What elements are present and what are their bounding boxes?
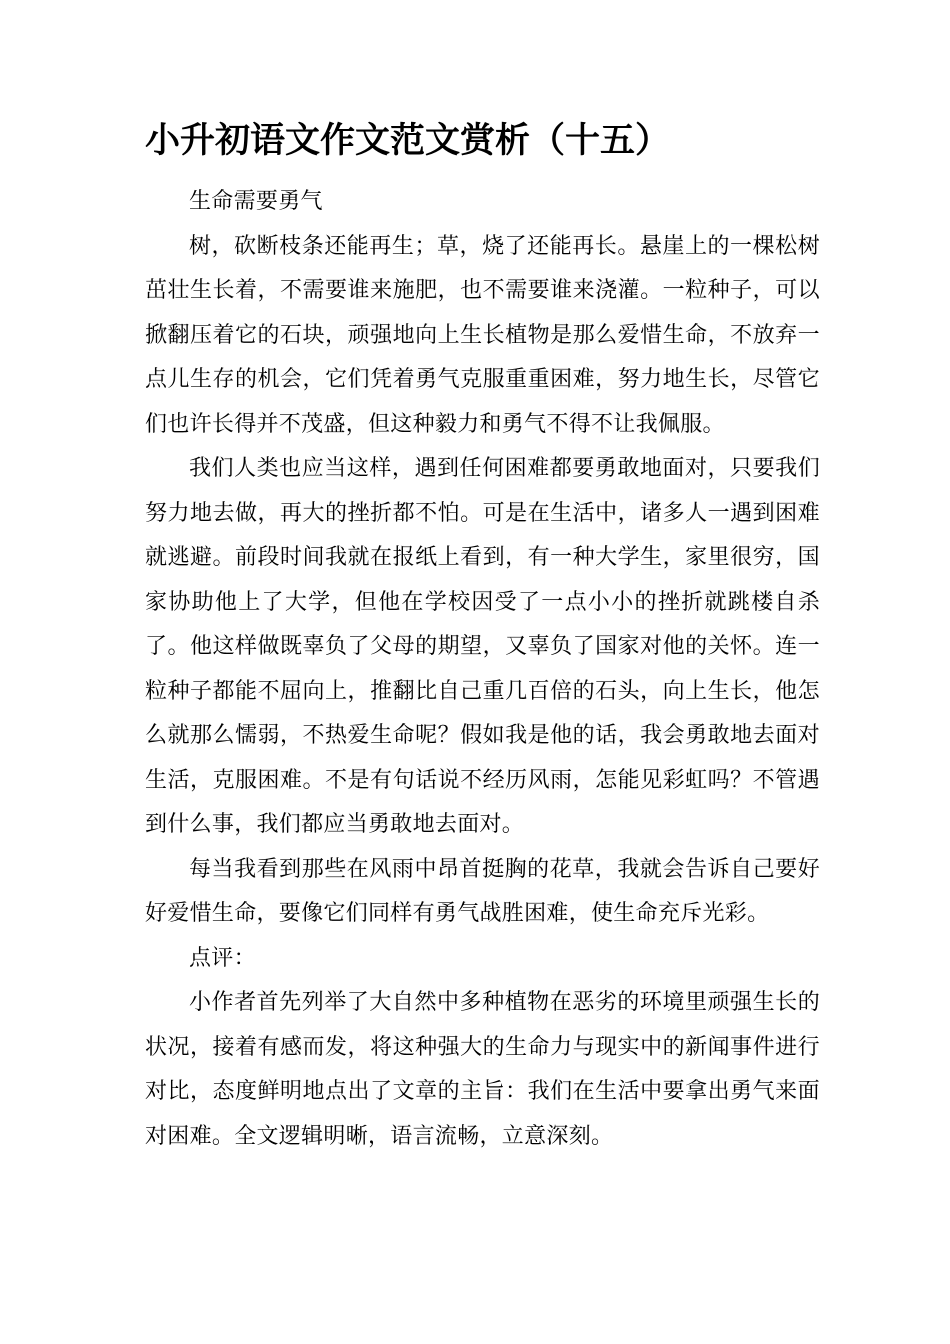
comment-paragraph: 小作者首先列举了大自然中多种植物在恶劣的环境里顽强生长的状况，接着有感而发，将这种强大的生命力与现实中的新闻事件进行对比，态度鲜明地点出了文章的主旨：我们在生活中要拿出勇气来面对困难。全文逻辑明晰，语言流畅，立意深刻。	[145, 990, 820, 1149]
document-body	[145, 180, 820, 1159]
comment-label: 点评：	[189, 945, 256, 971]
paragraph-1: 树，砍断枝条还能再生；草，烧了还能再长。悬崖上的一棵松树茁壮生长着，不需要谁来施肥，也不需要谁来浇灌。一粒种子，可以掀翻压着它的石块，顽强地向上生长植物是那么爱惜生命，不放弃一点儿生存的机会，它们凭着勇气克服重重困难，努力地生长，尽管它们也许长得并不茂盛，但这种毅力和勇气不得不让我佩服。	[145, 233, 820, 437]
paragraph-3: 每当我看到那些在风雨中昂首挺胸的花草，我就会告诉自己要好好爱惜生命，要像它们同样有勇气战胜困难，使生命充斥光彩。	[145, 856, 820, 926]
document-title: 小升初语文作文范文赏析（十五）	[145, 120, 671, 161]
essay-heading: 生命需要勇气	[189, 189, 323, 214]
paragraph-2: 我们人类也应当这样，遇到任何困难都要勇敢地面对，只要我们努力地去做，再大的挫折都不怕。可是在生活中，诸多人一遇到困难就逃避。前段时间我就在报纸上看到，有一种大学生，家里很穷，国家协助他上了大学，但他在学校因受了一点小小的挫折就跳楼自杀了。他这样做既辜负了父母的期望，又辜负了国家对他的关怀。连一粒种子都能不屈向上，推翻比自己重几百倍的石头，向上生长，他怎么就那么懦弱，不热爱生命呢？假如我是他的话，我会勇敢地去面对生活，克服困难。不是有句话说不经历风雨，怎能见彩虹吗？不管遇到什么事，我们都应当勇敢地去面对。	[145, 456, 820, 837]
